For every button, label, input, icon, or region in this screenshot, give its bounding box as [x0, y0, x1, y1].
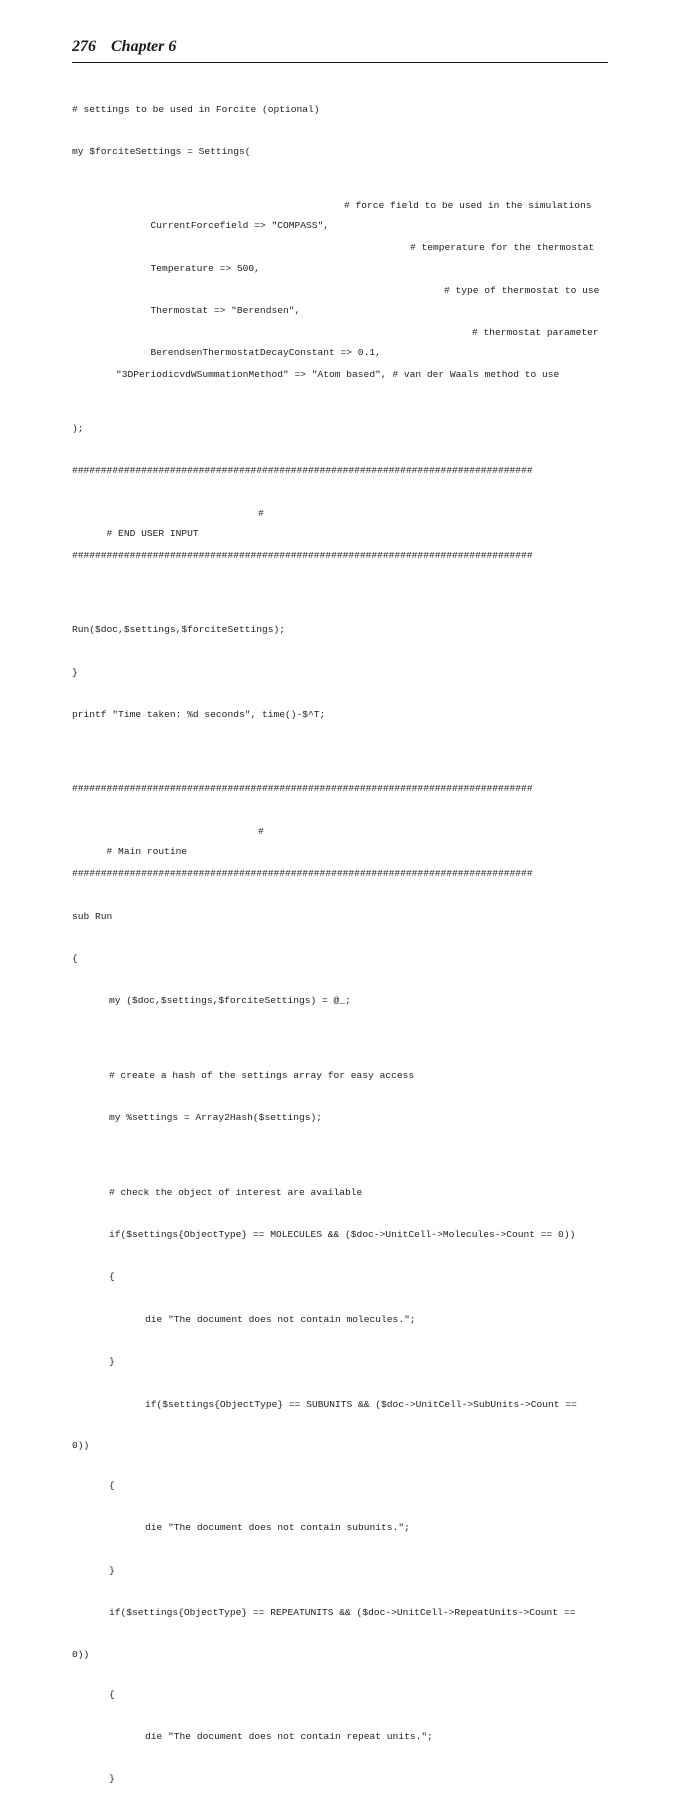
code-line: die "The document does not contain subunits.";	[145, 1522, 410, 1534]
code-text: CurrentForcefield => "COMPASS",	[150, 220, 330, 232]
code-text: Thermostat => "Berendsen",	[150, 304, 301, 316]
code-line: {	[109, 1688, 115, 1700]
code-line: {	[72, 953, 78, 965]
code-line	[72, 196, 612, 232]
code-comment: # temperature for the thermostat	[410, 242, 595, 254]
code-line	[72, 504, 612, 539]
blank-line	[72, 588, 612, 598]
code-line: if($settings{ObjectType} == MOLECULES && ($doc->UnitCell->Molecules->Count == 0))	[109, 1228, 576, 1240]
code-line: }	[109, 1564, 115, 1576]
code-line: );	[72, 422, 84, 434]
blank-line	[72, 747, 612, 757]
code-text: Temperature => 500,	[150, 262, 260, 274]
page-header	[72, 36, 608, 63]
code-line: ################################################################################	[72, 465, 533, 477]
code-comment: # thermostat parameter	[472, 326, 599, 338]
code-line: 0))	[72, 1648, 90, 1660]
code-line	[72, 822, 612, 858]
blank-line	[72, 1034, 612, 1044]
code-line: ################################################################################	[72, 783, 533, 795]
code-line: }	[109, 1356, 115, 1368]
code-comment: # END USER INPUT	[106, 527, 199, 539]
code-line: printf "Time taken: %d seconds", time()-$^T;	[72, 709, 326, 721]
code-line: "3DPeriodicvdWSummationMethod" => "Atom based", # van der Waals method to use	[116, 369, 560, 381]
code-line: if($settings{ObjectType} == REPEATUNITS && ($doc->UnitCell->RepeatUnits->Count ==	[109, 1607, 576, 1619]
code-line: die "The document does not contain molecules.";	[145, 1313, 416, 1325]
code-line: # create a hash of the settings array for easy access	[109, 1069, 415, 1081]
code-line: }	[72, 666, 78, 678]
code-text: BerendsenThermostatDecayConstant => 0.1,	[150, 347, 381, 359]
code-line	[72, 323, 612, 359]
code-line: my ($doc,$settings,$forciteSettings) = @_;	[109, 995, 351, 1007]
code-line: 0))	[72, 1439, 90, 1451]
code-line	[72, 238, 612, 274]
code-comment: # force field to be used in the simulations	[344, 199, 592, 211]
code-comment: # Main routine	[106, 846, 188, 858]
code-line: # settings to be used in Forcite (optional)	[72, 104, 320, 115]
code-line: Run($doc,$settings,$forciteSettings);	[72, 624, 286, 636]
code-line: ################################################################################	[72, 868, 533, 880]
page-number: 276	[72, 38, 96, 55]
code-line: die "The document does not contain repeat units.";	[145, 1730, 433, 1742]
code-line: my %settings = Array2Hash($settings);	[109, 1112, 323, 1124]
code-comment: #	[258, 825, 264, 837]
code-line: }	[109, 1773, 115, 1785]
code-line	[72, 281, 612, 316]
code-line: if($settings{ObjectType} == SUBUNITS && ($doc->UnitCell->SubUnits->Count ==	[145, 1398, 577, 1410]
chapter-title: Chapter 6	[111, 38, 177, 55]
code-comment: #	[258, 507, 264, 519]
blank-line	[72, 1151, 612, 1161]
code-line: ################################################################################	[72, 549, 533, 561]
code-line: sub Run	[72, 910, 113, 922]
code-line: # check the object of interest are available	[109, 1186, 363, 1198]
code-line: {	[109, 1271, 115, 1283]
code-comment: # type of thermostat to use	[444, 284, 600, 296]
code-line: my $forciteSettings = Settings(	[72, 146, 251, 158]
code-listing	[72, 78, 612, 1812]
code-line: {	[109, 1479, 115, 1491]
